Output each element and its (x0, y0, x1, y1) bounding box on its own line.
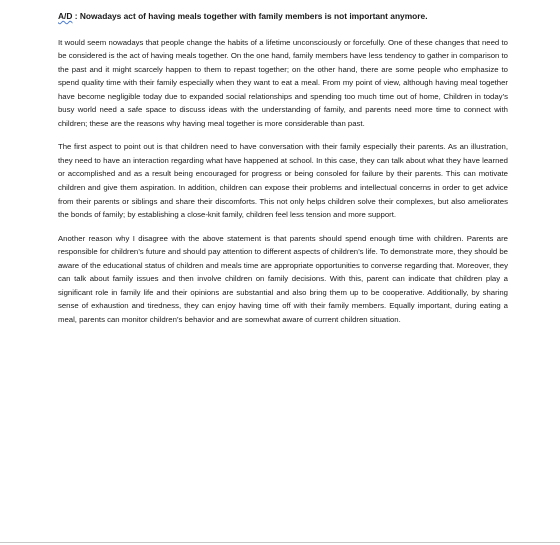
essay-paragraph-2: The first aspect to point out is that children need to have conversation with their family especially their parents. As an illustration, they need to have an interaction regarding what have happened at school. In this case, they can talk about what they have learned or accomplished and as a result being encouraged for progress or being consoled for failure by their parents. This can motivate children and give them aspiration. In addition, children can expose their problems and intellectual concerns in order to get advice from their parents or siblings and share their discomforts. This not only helps children solve their complexes, but also ameliorates the bonds of family; by establishing a close-knit family, children feel less tension and more support. (58, 142, 508, 220)
essay-heading (58, 10, 508, 24)
page-bottom-edge (0, 542, 560, 543)
heading-tag: A/D (58, 11, 73, 21)
essay-paragraph-1: It would seem nowadays that people change the habits of a lifetime unconsciously or forcefully. One of these changes that need to be considered is the act of having meals together. On the one hand, family members have less tendency to gather in comparison to the past and it might scarcely happen to them to repast together; on the other hand, there are some people who emphasize to spend quality time with their family especially when they want to eat a meal. From my point of view, although having meal together have become negligible today due to expanded social relationships and spending too much time out of home, Children in today’s busy world need a safe space to discuss ideas with the understanding of family, and parents need more time to connect with children; these are the reasons why having meal together is more considerable than past. (58, 37, 508, 128)
heading-text: : Nowadays act of having meals together with family members is not important anymore. (72, 11, 428, 21)
essay-paragraph-3: Another reason why I disagree with the above statement is that parents should spend enough time with children. Parents are responsible for children’s future and should pay attention to different aspects of children’s life. To demonstrate more, they should be aware of the educational status of children and meals time are appropriate opportunities to converse regarding that. Moreover, they can talk about family issues and then involve children on family decisions. With this, parent can indicate that children play a significant role in family life and their opinions are substantial and also bring them up to be cooperative. Additionally, by sharing sense of exhaustion and tiredness, they can enjoy having time off with their family members. Equally important, during eating a meal, parents can monitor children’s behavior and are somewhat aware of current children situation. (58, 233, 508, 324)
